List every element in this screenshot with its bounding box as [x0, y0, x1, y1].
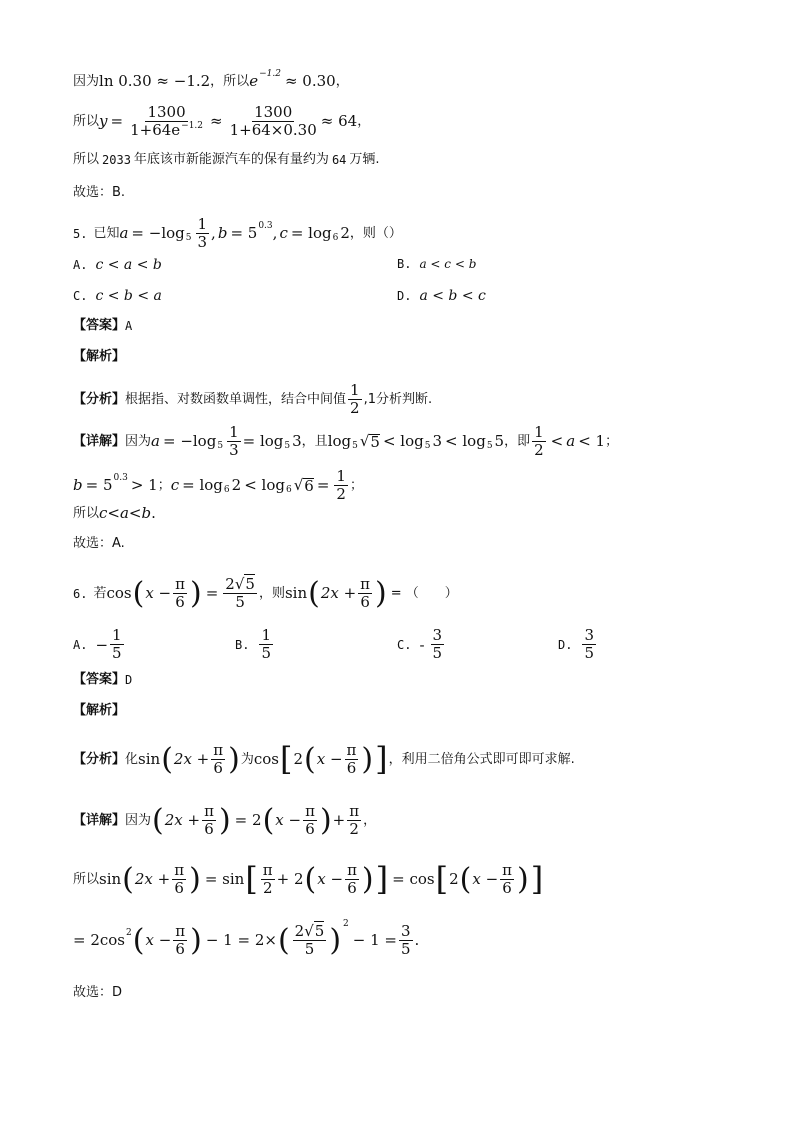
fraction: $\frac{3}{5}$: [432, 626, 443, 663]
detail-6-line3: = 2cos 2 ( x − $\frac{\pi}{6}$ ) − 1 = 2× ( $\frac{2√5}{5}$ ) 2 − 1 = $\frac{3}{5}$ .: [73, 919, 420, 959]
option-5d[interactable]: D. a < b < c: [397, 288, 486, 304]
fraction: $\frac{1}{2}$: [534, 423, 544, 460]
fraction: $\frac{\pi}{2}$: [349, 802, 360, 839]
fraction: $\frac{1}{3}$: [229, 423, 239, 460]
fraction: $\frac{\pi}{6}$: [174, 861, 185, 898]
fraction: $\frac{\pi}{6}$: [346, 741, 357, 778]
line-ln-approx: 因为 ln 0.30 ≈ −1.2 ，所以 e −1.2 ≈ 0.30 ，: [73, 69, 349, 90]
fraction: $\frac{\pi}{6}$: [175, 922, 186, 959]
line-y-calculation: 所以 y = $\frac{1300}{1+64e^{-1.2}}$ ≈ $\frac{1300}{1+64\times 0.30}$ ≈ 64 ，: [73, 103, 371, 140]
select-6: 故选：D: [73, 985, 123, 1000]
fraction: $\frac{\pi}{6}$: [305, 802, 315, 839]
detail-5-line2: b = 5 0.3 > 1 ； c = log 6 2 < log 6 √ 6 = $\frac{1}{2}$ ；: [73, 467, 363, 504]
fraction: $\frac{\pi}{2}$: [262, 861, 273, 898]
line-conclusion: 所以 2033 年底该市新能源汽车的保有量约为 64 万辆.: [73, 152, 380, 167]
detail-5-conclusion: 所以 c<a<b .: [73, 504, 156, 522]
analysis-5: 【分析】 根据指、对数函数单调性，结合中间值 $\frac{1}{2}$ ,1分析判断.: [73, 381, 433, 418]
detail-5-line1: 【详解】 因为 a = −log 5 $\frac{1}{3}$ = log 5 3 ，且 log 5 √ 5 < log 5 3 < log 5 5 ，即 $\frac{1}{2}$ < a < 1 ；: [73, 423, 619, 460]
fraction: $\frac{\pi}{6}$: [502, 861, 512, 898]
fraction: $\frac{1300}{1+64e^{-1.2}}$: [130, 103, 204, 140]
answer-5: 【答案】 A: [73, 318, 133, 333]
fraction: $\frac{2√5}{5}$: [225, 575, 255, 612]
question-5: 5. 已知 a = −log 5 $\frac{1}{3}$ , b = 5 0.3 , c = log 6 2 ，则（）: [73, 215, 402, 252]
select-5: 故选：A.: [73, 536, 125, 551]
fraction: $\frac{\pi}{6}$: [175, 575, 185, 612]
fraction: $\frac{2√5}{5}$: [294, 922, 325, 959]
fraction: $\frac{1}{2}$: [350, 381, 360, 418]
fraction: $\frac{\pi}{6}$: [204, 802, 214, 839]
option-5b[interactable]: B. a < c < b: [397, 257, 477, 271]
line-select-b: 故选：B.: [73, 185, 126, 200]
option-6c[interactable]: C. - $\frac{3}{5}$: [397, 626, 443, 663]
question-6: 6. 若 cos ( x − $\frac{\pi}{6}$ ) = $\frac{2√5}{5}$ ，则 sin ( 2x + $\frac{\pi}{6}$ ) = （ ）: [73, 575, 458, 612]
fraction: $\frac{3}{5}$: [401, 922, 411, 959]
option-6b[interactable]: B. $\frac{1}{5}$: [235, 626, 271, 663]
option-5a[interactable]: A. c < a < b: [73, 257, 162, 273]
fraction: $\frac{1}{2}$: [336, 467, 346, 504]
option-6a[interactable]: A. − $\frac{1}{5}$: [73, 626, 122, 663]
fraction: $\frac{1}{5}$: [261, 626, 271, 663]
fraction: $\frac{\pi}{6}$: [360, 575, 371, 612]
analysis-6-heading: 【解析】: [73, 703, 126, 718]
option-5c[interactable]: C. c < b < a: [73, 288, 162, 304]
fraction: $\frac{1}{5}$: [112, 626, 122, 663]
fraction: $\frac{1300}{1+64\times 0.30}$: [229, 103, 317, 140]
analysis-5-heading: 【解析】: [73, 349, 126, 364]
answer-6: 【答案】 D: [73, 672, 133, 687]
fraction: $\frac{\pi}{6}$: [347, 861, 357, 898]
fraction: $\frac{1}{3}$: [197, 215, 208, 252]
option-6d[interactable]: D. $\frac{3}{5}$: [558, 626, 594, 663]
detail-6-line2: 所以 sin ( 2x + $\frac{\pi}{6}$ ) = sin [ $\frac{\pi}{2}$ + 2 ( x − $\frac{\pi}{6}$ ) ] = cos [ 2 ( x − $\frac{\pi}{6}$ ) ]: [73, 859, 544, 898]
detail-6-line1: 【详解】 因为 ( 2x + $\frac{\pi}{6}$ ) = 2 ( x − $\frac{\pi}{6}$ ) + $\frac{\pi}{2}$ ，: [73, 802, 377, 839]
fraction: $\frac{3}{5}$: [584, 626, 594, 663]
fraction: $\frac{\pi}{6}$: [213, 741, 224, 778]
analysis-6: 【分析】 化 sin ( 2x + $\frac{\pi}{6}$ ) 为 cos [ 2 ( x − $\frac{\pi}{6}$ ) ] ，利用二倍角公式即可即可求解.: [73, 739, 575, 778]
